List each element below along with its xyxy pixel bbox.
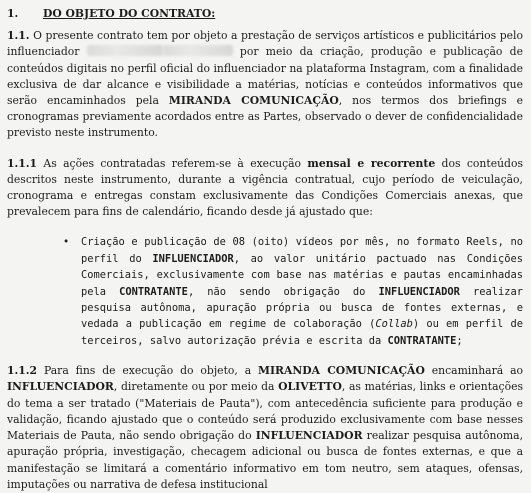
clause-1-1-1: 1.1.1 As ações contratadas referem-se à execução mensal e recorrente dos conteúdos descritos neste instrumento, durante a vigência contratual, cujo período de veiculação, cronograma e entregas constam exclusivamente das Condições Comerciais anexas, que prevalecem para fins de calendário, ficando desde já ajustado que: — [7, 156, 523, 219]
section-title: DO OBJETO DO CONTRATO: — [43, 7, 216, 20]
clause-number: 1.1.2 — [7, 364, 38, 378]
clause-1-1: 1.1. O presente contrato tem por objeto a prestação de serviços artísticos e publicitários pelo influenciador por meio da criação, produção e publicação de conteúdos digitais no perfil oficial do influenciador na plataforma Instagram, com a finalidade exclusiva de dar alcance e visibilidade a matérias, notícias e conteúdos informativos que serão encaminhados pela MIRANDA COMUNICAÇÃO, nos termos dos briefings e cronogramas previamente acordados entre as Partes, observado o dever de confidencialidade previsto neste instrumento. — [7, 29, 523, 140]
bullet-text: Criação e publicação de 08 (oito) vídeos por mês, no formato Reels, no perfil do INFLUENCIADOR, ao valor unitário pactuado nas Condições Comerciais, exclusivamente com base nas matérias e pautas encaminhadas pela CONTRATANTE, não sendo obrigação do INFLUENCIADOR realizar pesquisa autônoma, apuração própria ou busca de fontes externas, e vedada a publicação em regime de colaboração (Collab) ou em perfil de terceiros, salvo autorização prévia e escrita da CONTRATANTE; — [81, 236, 523, 347]
clause-number: 1.1.1 — [7, 156, 38, 170]
section-heading — [7, 6, 523, 22]
bullet-item — [7, 234, 523, 349]
bullet-icon: • — [63, 236, 70, 249]
clause-number: 1.1. — [7, 29, 30, 43]
redacted-name — [87, 45, 163, 56]
section-number: 1. — [7, 7, 19, 20]
redacted-name — [163, 45, 233, 56]
clause-1-1-2: 1.1.2 Para fins de execução do objeto, a MIRANDA COMUNICAÇÃO encaminhará ao INFLUENCIADOR, diretamente ou por meio da OLIVETTO, as matérias, links e orientações do tema a ser tratado ("Materiais de Pauta"), com antecedência suficiente para produção e validação, ficando ajustado que o conteúdo será produzido exclusivamente com base nesses Materiais de Pauta, não sendo obrigação do INFLUENCIADOR realizar pesquisa autônoma, apuração própria, investigação, checagem adicional ou busca de fontes externas, e que a manifestação se limitará a comentário informativo em tom neutro, sem ataques, ofensas, imputações ou narrativa de defesa institucional — [7, 364, 524, 491]
